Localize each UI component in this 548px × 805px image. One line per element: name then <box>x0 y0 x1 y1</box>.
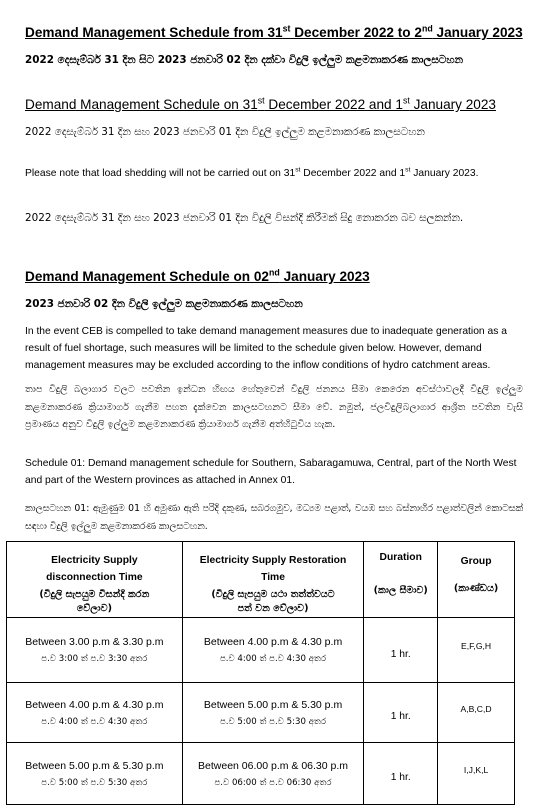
sinhala-heading-jan2: 2023 ජනවාරි 02 දින විදුලි ඉල්ලුම කළමනාකරණ කාලසටහන <box>25 298 303 310</box>
heading-text: December 2022 to 2 <box>290 25 422 40</box>
header-label-sinhala: (කාණ්ඩය) <box>453 583 499 594</box>
heading-text: Demand Management Schedule on 02 <box>25 269 269 284</box>
schedule-table <box>6 541 515 805</box>
cell-group: E,F,G,H <box>438 618 515 683</box>
cell-text-sinhala: ප.ව 3:00 ත් ප.ව 3:30 අතර <box>41 654 148 664</box>
cell-duration: 1 hr. <box>364 618 438 683</box>
sinhala-heading-dec31-jan1: 2022 දෙසැම්බර් 31 දින සහ 2023 ජනවාරි 01 දින විදුලි ඉල්ලුම කළමනාකරණ කාලසටහන <box>25 126 425 138</box>
header-label-sinhala: (විදුලි සැපයුම යථා තත්ත්වයට පත් වන වේලාව) <box>211 589 335 614</box>
cell-disconnection-time <box>7 683 183 743</box>
cell-restoration-time <box>182 743 364 805</box>
header-duration <box>364 542 438 618</box>
sinhala-heading-range: 2022 දෙසැම්බර් 31 දින සිට 2023 ජනවාරි 02 දින දක්වා විදුලි ඉල්ලුම කළමනාකරණ කාලසටහන <box>25 54 463 66</box>
heading-text: December 2022 and 1 <box>264 97 403 112</box>
header-label-sinhala: (කාල සීමාව) <box>373 585 428 596</box>
heading-sup: st <box>402 95 410 106</box>
heading-text: January 2023 <box>432 25 523 40</box>
note-sup: st <box>405 166 411 174</box>
cell-text-sinhala: ප.ව 5:00 ත් ප.ව 5:30 අතර <box>219 716 327 727</box>
note-sup: st <box>295 166 301 174</box>
schedule-01-description-si: කාලසටහන 01: ඇමුණුම 01 හි අමුණා ඇති පරිදි දකුණ, සබරගමුව, මධ්‍යම පළාත්, වයඹ සහ බස්නාහිර පළාත්වලින් කොටසක් සඳහා විදුලි ඉල්ලුම කළමනාකරණ කාලසටහන. <box>25 503 523 532</box>
heading-sup: nd <box>421 23 433 34</box>
heading-schedule-jan2 <box>25 269 370 284</box>
heading-text: Demand Management Schedule on 31 <box>25 97 258 112</box>
heading-sup: st <box>282 23 291 34</box>
header-label: Electricity Supply Restoration Time <box>199 555 347 583</box>
table-header-row <box>7 542 515 618</box>
table-row <box>7 683 515 743</box>
cell-text: Between 4.00 p.m & 4.30 p.m <box>203 636 343 648</box>
header-label: Electricity Supply disconnection Time <box>46 555 143 583</box>
cell-restoration-time <box>182 618 364 683</box>
cell-disconnection-time <box>7 618 183 683</box>
paragraph-demand-management-si: තාප විදුලි බලාගාර වලට පවතින ඉන්ධන හිඟය හේතුවෙන් විදුලි ජනනය සීමා කෙරෙන අවස්ථාවලදී විදුලි ඉල්ලුම කළමනාකරණ ක්‍රියාමාර්ග ගැනීම පහත දැක්වෙන කාලසටහනට සීමා වේ. නමුත්, ජලවිදුලිබලාගාර ආශ්‍රිත පවතින වැසි ප්‍රමාණය අනුව විදුලි ඉල්ලුම කළමනාකරණ ක්‍රියාමාර්ග ගැනීම අත්හිටුවිය හැක. <box>25 384 523 430</box>
cell-restoration-time <box>182 683 364 743</box>
header-label: Group <box>460 556 492 567</box>
cell-text: Between 5.00 p.m & 5.30 p.m <box>25 759 164 772</box>
cell-disconnection-time <box>7 743 183 805</box>
cell-text-sinhala: ප.ව 5:00 ත් ප.ව 5:30 අතර <box>41 777 148 788</box>
header-disconnection-time <box>7 542 183 618</box>
load-shedding-note <box>25 165 520 183</box>
note-text: January 2023. <box>410 168 479 179</box>
heading-text: Demand Management Schedule from 31 <box>25 25 283 40</box>
cell-text: Between 06.00 p.m & 06.30 p.m <box>198 759 349 772</box>
schedule-01-description-en: Schedule 01: Demand management schedule for Southern, Sabaragamuwa, Central, part of the North West and part of the Western provinces as attached in Annex 01. <box>25 458 517 486</box>
note-text: December 2022 and 1 <box>300 168 406 179</box>
header-label-sinhala: (විදුලි සැපයුම විසන්දි කරන වේලාව) <box>39 589 150 614</box>
header-restoration-time <box>182 542 364 618</box>
cell-duration: 1 hr. <box>364 743 438 805</box>
cell-group: I,J,K,L <box>438 743 515 805</box>
cell-text-sinhala: ප.ව 4:00 ත් ප.ව 4:30 අතර <box>219 654 327 664</box>
note-text: Please note that load shedding will not be carried out on 31 <box>25 168 296 179</box>
heading-sup: st <box>257 95 265 106</box>
load-shedding-note-sinhala: 2022 දෙසැම්බර් 31 දින සහ 2023 ජනවාරි 01 දින විදුලි විසන්දි කිරීමක් සිදු නොකරන බව සලකන්න. <box>25 212 464 224</box>
paragraph-demand-management-en: In the event CEB is compelled to take demand management measures due to inadequate generation as a result of fuel shortage, such measures will be limited to the schedule given below. However, demand management measures may be excluded according to the inflow conditions of hydro catchment areas. <box>25 326 507 371</box>
cell-group: A,B,C,D <box>438 683 515 743</box>
cell-text: Between 5.00 p.m & 5.30 p.m <box>203 698 343 711</box>
heading-text: January 2023 <box>409 97 496 112</box>
cell-text-sinhala: ප.ව 4:00 ත් ප.ව 4:30 අතර <box>41 716 148 727</box>
heading-text: January 2023 <box>279 269 370 284</box>
heading-schedule-dec31-jan1 <box>25 97 496 112</box>
table-row <box>7 743 515 805</box>
cell-duration: 1 hr. <box>364 683 438 743</box>
header-label: Duration <box>379 552 422 563</box>
header-group <box>438 542 515 618</box>
cell-text: Between 4.00 p.m & 4.30 p.m <box>25 698 164 711</box>
cell-text: Between 3.00 p.m & 3.30 p.m <box>25 636 164 648</box>
table-row <box>7 618 515 683</box>
heading-sup: nd <box>269 267 280 278</box>
heading-schedule-range <box>25 25 523 40</box>
cell-text-sinhala: ප.ව 06:00 ත් ප.ව 06:30 අතර <box>214 777 332 788</box>
